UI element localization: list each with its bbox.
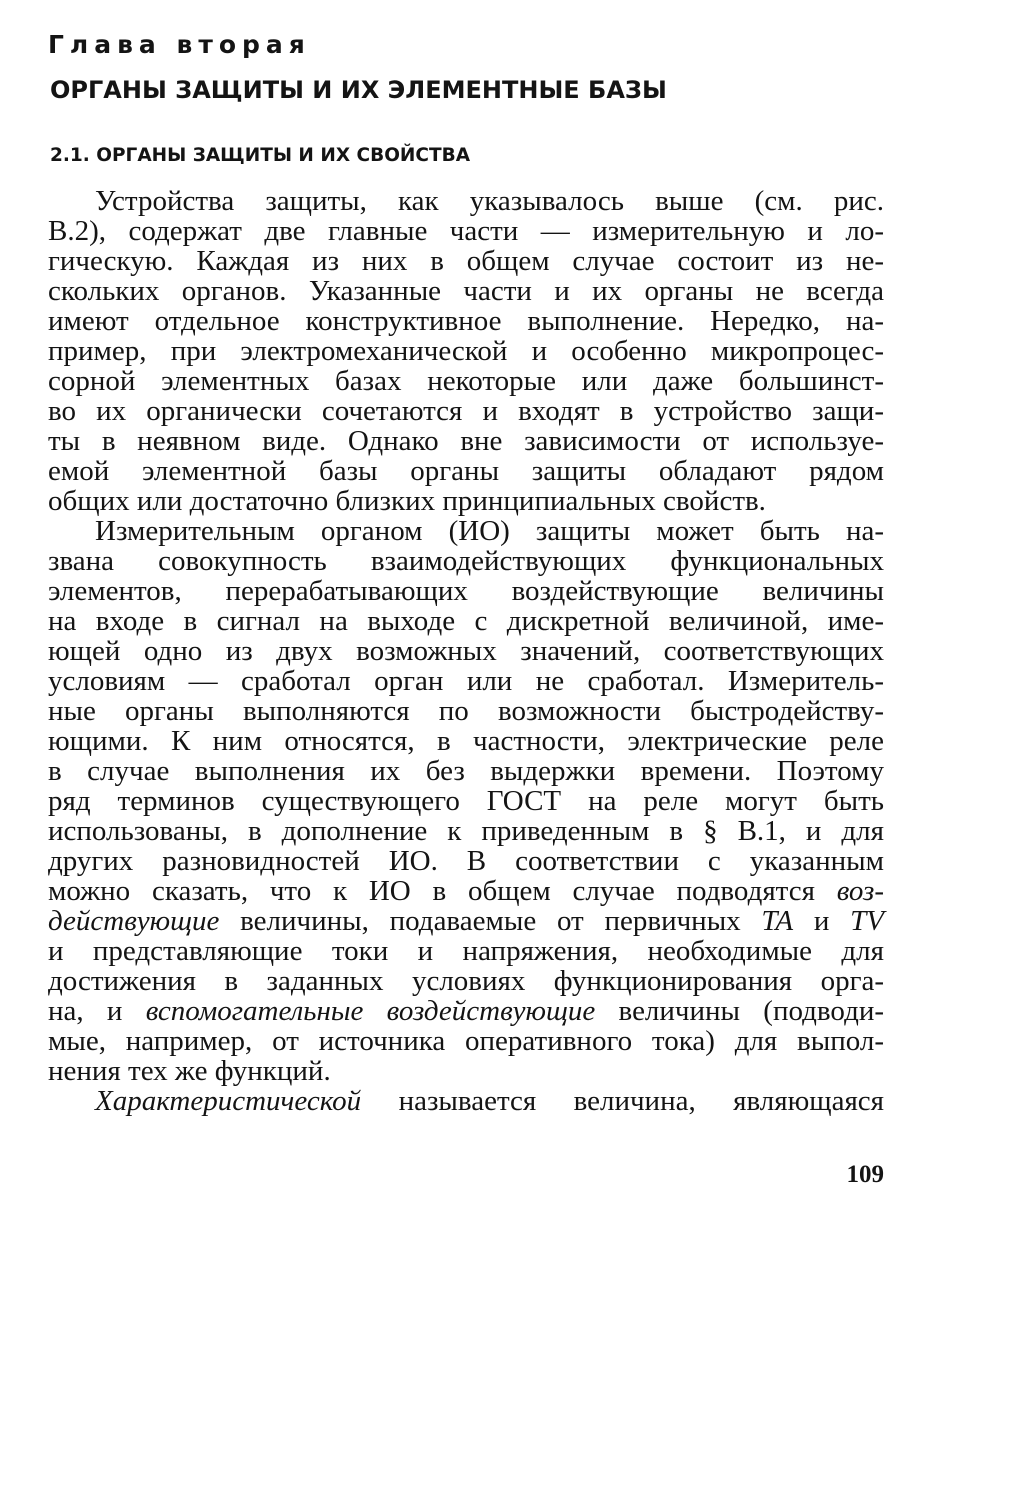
page-number: 109 bbox=[846, 1161, 884, 1188]
text-line: ряд терминов существующего ГОСТ на реле могут быть bbox=[48, 785, 884, 817]
text-line: ные органы выполняются по возможности быстродейству- bbox=[48, 695, 884, 727]
text-line: общих или достаточно близких принципиальных свойств. bbox=[48, 485, 766, 517]
text-line: ты в неявном виде. Однако вне зависимости от используе- bbox=[48, 425, 884, 457]
italic-term: воз- bbox=[836, 875, 884, 907]
book-page bbox=[48, 0, 884, 1500]
text-span: величины, подаваемые от первичных bbox=[219, 905, 762, 937]
text-line: Устройства защиты, как указывалось выше (см. рис. bbox=[95, 185, 884, 217]
text-line: ющими. К ним относятся, в частности, электрические реле bbox=[48, 725, 884, 757]
text-line: пример, при электромеханической и особенно микропроцес- bbox=[48, 335, 884, 367]
text-line: условиям — сработал орган или не сработал. Измеритель- bbox=[48, 665, 884, 697]
text-span: на, и bbox=[48, 995, 146, 1027]
text-line bbox=[48, 876, 884, 906]
text-line: нения тех же функций. bbox=[48, 1055, 331, 1087]
text-line bbox=[48, 1086, 884, 1116]
text-line: сорной элементных базах некоторые или даже большинст- bbox=[48, 365, 884, 397]
text-line: достижения в заданных условиях функционирования орга- bbox=[48, 965, 884, 997]
text-line: элементов, перерабатывающих воздействующие величины bbox=[48, 575, 884, 607]
text-line: на входе в сигнал на выходе с дискретной величиной, име- bbox=[48, 605, 884, 637]
text-line: В.2), содержат две главные части — измерительную и ло- bbox=[48, 215, 884, 247]
italic-term: Характеристической bbox=[95, 1085, 362, 1117]
text-line: емой элементной базы органы защиты обладают рядом bbox=[48, 455, 884, 487]
chapter-title: ОРГАНЫ ЗАЩИТЫ И ИХ ЭЛЕМЕНТНЫЕ БАЗЫ bbox=[50, 76, 667, 104]
text-line: в случае выполнения их без выдержки времени. Поэтому bbox=[48, 755, 884, 787]
text-span: и bbox=[793, 905, 851, 937]
text-span: можно сказать, что к ИО в общем случае подводятся bbox=[48, 875, 837, 907]
text-span: называется величина, являющаяся bbox=[361, 1085, 884, 1117]
text-line: и представляющие токи и напряжения, необходимые для bbox=[48, 935, 884, 967]
text-span: величины (подводи- bbox=[595, 995, 884, 1027]
text-line bbox=[48, 906, 884, 936]
text-line: мые, например, от источника оперативного тока) для выпол- bbox=[48, 1025, 884, 1057]
italic-term: вспомогательные воздействующие bbox=[145, 995, 596, 1027]
text-line: Измерительным органом (ИО) защиты может быть на- bbox=[95, 515, 884, 547]
text-line: ющей одно из двух возможных значений, соответствующих bbox=[48, 635, 884, 667]
text-line bbox=[48, 996, 884, 1026]
italic-term: действующие bbox=[48, 905, 220, 937]
italic-symbol-tv: TV bbox=[850, 905, 884, 937]
text-line: во их органически сочетаются и входят в устройство защи- bbox=[48, 395, 884, 427]
section-title: 2.1. ОРГАНЫ ЗАЩИТЫ И ИХ СВОЙСТВА bbox=[50, 145, 471, 166]
text-line: использованы, в дополнение к приведенным в § В.1, и для bbox=[48, 815, 884, 847]
text-line: других разновидностей ИО. В соответствии с указанным bbox=[48, 845, 884, 877]
text-line: гическую. Каждая из них в общем случае состоит из не- bbox=[48, 245, 884, 277]
text-line: скольких органов. Указанные части и их органы не всегда bbox=[48, 275, 884, 307]
text-line: имеют отдельное конструктивное выполнение. Нередко, на- bbox=[48, 305, 884, 337]
chapter-label: Глава вторая bbox=[48, 30, 311, 59]
italic-symbol-ta: TA bbox=[761, 905, 794, 937]
text-line: звана совокупность взаимодействующих функциональных bbox=[48, 545, 884, 577]
body-text bbox=[48, 186, 884, 1116]
